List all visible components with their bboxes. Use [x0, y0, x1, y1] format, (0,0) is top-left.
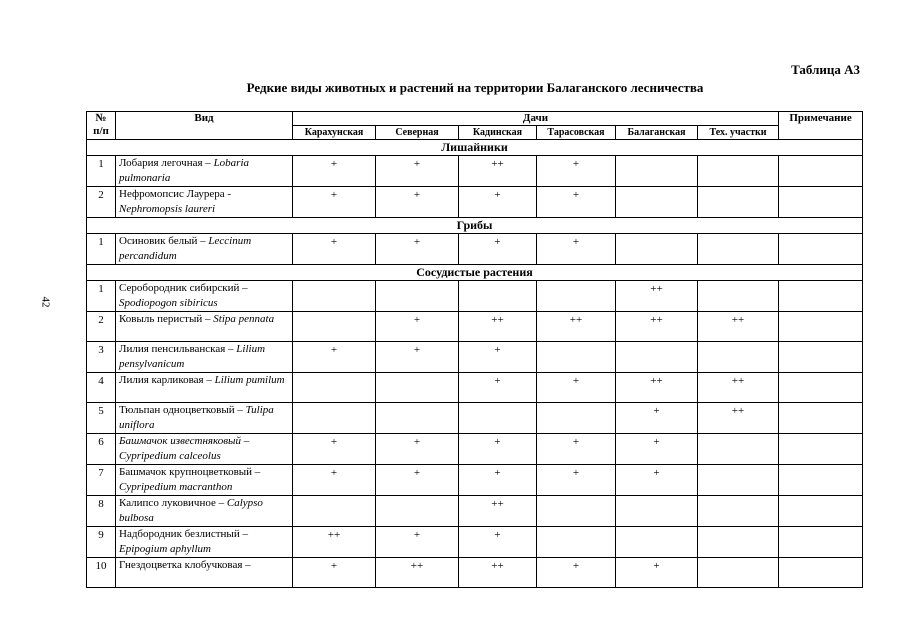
row-number: 4 [87, 373, 116, 403]
note-cell [779, 434, 863, 465]
presence-mark: + [376, 234, 459, 265]
row-number: 9 [87, 527, 116, 558]
species-name-ru: Осиновик белый – [119, 235, 209, 247]
presence-mark [537, 281, 616, 312]
presence-mark: ++ [616, 373, 698, 403]
presence-mark: ++ [698, 403, 779, 434]
presence-mark: + [293, 434, 376, 465]
presence-mark: + [376, 527, 459, 558]
presence-mark: + [376, 434, 459, 465]
presence-mark [616, 187, 698, 218]
note-cell [779, 373, 863, 403]
table-body [87, 140, 863, 588]
presence-mark: ++ [459, 496, 537, 527]
row-number: 2 [87, 187, 116, 218]
presence-mark [698, 156, 779, 187]
species-name-ru: Нефромопсис Лаурера - [119, 188, 232, 200]
presence-mark: + [537, 187, 616, 218]
presence-mark [459, 403, 537, 434]
presence-mark: ++ [616, 281, 698, 312]
presence-mark [616, 496, 698, 527]
species-name-latin: Calypso bulbosa [119, 497, 263, 524]
row-number: 5 [87, 403, 116, 434]
header-col-balaganskaya: Балаганская [616, 126, 698, 140]
presence-mark: + [293, 187, 376, 218]
table-row [87, 496, 863, 527]
note-cell [779, 465, 863, 496]
presence-mark: + [293, 558, 376, 588]
note-cell [779, 281, 863, 312]
note-cell [779, 403, 863, 434]
table-row [87, 312, 863, 342]
presence-mark: + [537, 234, 616, 265]
presence-mark [376, 281, 459, 312]
presence-mark [698, 342, 779, 373]
rare-species-table [86, 111, 863, 588]
species-name-ru: Башмачок крупноцветковый – [119, 466, 261, 478]
presence-mark: + [293, 342, 376, 373]
header-dachi: Дачи [293, 112, 779, 126]
presence-mark [698, 434, 779, 465]
species-name-latin: Cypripedium calceolus [119, 450, 221, 462]
row-number: 7 [87, 465, 116, 496]
presence-mark: + [293, 465, 376, 496]
presence-mark [698, 558, 779, 588]
species-name-latin: Lilium pumilum [214, 374, 285, 386]
presence-mark: + [616, 558, 698, 588]
row-number: 1 [87, 281, 116, 312]
species-name [116, 234, 293, 265]
table-row [87, 527, 863, 558]
species-name-latin: Stipa pennata [213, 313, 275, 325]
header-species: Вид [116, 112, 293, 140]
presence-mark: ++ [376, 558, 459, 588]
species-name [116, 312, 293, 342]
presence-mark: ++ [459, 558, 537, 588]
presence-mark [616, 156, 698, 187]
row-number: 10 [87, 558, 116, 588]
species-name-ru: Лобария легочная – [119, 157, 214, 169]
row-number: 6 [87, 434, 116, 465]
table-row [87, 434, 863, 465]
header-note: Примечание [779, 112, 863, 140]
note-cell [779, 312, 863, 342]
species-name [116, 434, 293, 465]
species-name-ru: Тюльпан одноцветковый – [119, 404, 246, 416]
species-name [116, 156, 293, 187]
header-col-tarasovskaya: Тарасовская [537, 126, 616, 140]
presence-mark [537, 403, 616, 434]
species-name-ru: Башмачок известняковый – [119, 435, 250, 447]
presence-mark: + [459, 342, 537, 373]
presence-mark: + [616, 403, 698, 434]
species-name-ru: Калипсо луковичное – [119, 497, 227, 509]
table-row [87, 373, 863, 403]
row-number: 8 [87, 496, 116, 527]
table-row [87, 281, 863, 312]
presence-mark: + [459, 234, 537, 265]
presence-mark: + [376, 187, 459, 218]
presence-mark: ++ [616, 312, 698, 342]
species-name-ru: Ковыль перистый – [119, 313, 214, 325]
presence-mark: + [459, 465, 537, 496]
row-number: 1 [87, 156, 116, 187]
species-name [116, 373, 293, 403]
presence-mark: + [376, 465, 459, 496]
document-title: Редкие виды животных и растений на территории Балаганского лесничества [246, 80, 704, 95]
species-name-latin: Nephromopsis laureri [119, 203, 216, 215]
species-name [116, 281, 293, 312]
species-name-ru: Серобородник сибирский – [119, 282, 248, 294]
species-name [116, 187, 293, 218]
table-row [87, 342, 863, 373]
presence-mark: + [459, 373, 537, 403]
note-cell [779, 496, 863, 527]
note-cell [779, 234, 863, 265]
presence-mark: + [459, 434, 537, 465]
species-name-latin: Cypripedium macranthon [119, 481, 233, 493]
presence-mark [698, 234, 779, 265]
presence-mark: + [616, 434, 698, 465]
note-cell [779, 527, 863, 558]
presence-mark: + [616, 465, 698, 496]
presence-mark: ++ [698, 312, 779, 342]
presence-mark [616, 527, 698, 558]
table-label: Таблица А3 [791, 62, 860, 77]
presence-mark: + [537, 156, 616, 187]
presence-mark [293, 312, 376, 342]
presence-mark [376, 373, 459, 403]
header-col-severnaya: Северная [376, 126, 459, 140]
presence-mark [616, 234, 698, 265]
presence-mark [293, 281, 376, 312]
page-number: 42 [39, 296, 52, 308]
species-name-latin: Epipogium aphyllum [119, 543, 211, 555]
presence-mark: ++ [537, 312, 616, 342]
table-row [87, 234, 863, 265]
presence-mark: + [459, 187, 537, 218]
species-name [116, 403, 293, 434]
presence-mark: ++ [698, 373, 779, 403]
species-name-ru: Гнездоцветка клобучковая – [119, 559, 251, 571]
presence-mark: + [537, 465, 616, 496]
presence-mark: + [293, 234, 376, 265]
species-name-latin: Lobaria pulmonaria [119, 157, 250, 184]
species-name-ru: Надбородник безлистный – [119, 528, 248, 540]
table-row [87, 187, 863, 218]
presence-mark [376, 403, 459, 434]
presence-mark: + [459, 527, 537, 558]
table-row [87, 558, 863, 588]
species-name-ru: Лилия карликовая – [119, 374, 215, 386]
presence-mark [698, 281, 779, 312]
presence-mark: + [376, 156, 459, 187]
presence-mark [376, 496, 459, 527]
presence-mark: + [537, 558, 616, 588]
species-name [116, 496, 293, 527]
table-row [87, 465, 863, 496]
species-name-latin: Leccinum percandidum [119, 235, 252, 262]
header-num: № п/п [87, 112, 116, 140]
row-number: 1 [87, 234, 116, 265]
row-number: 3 [87, 342, 116, 373]
presence-mark [537, 527, 616, 558]
presence-mark [698, 527, 779, 558]
note-cell [779, 187, 863, 218]
species-name-ru: Лилия пенсильванская – [119, 343, 237, 355]
section-header: Сосудистые растения [87, 265, 863, 281]
presence-mark: + [376, 312, 459, 342]
presence-mark [293, 373, 376, 403]
presence-mark [537, 496, 616, 527]
table-row [87, 156, 863, 187]
section-header: Грибы [87, 218, 863, 234]
species-name [116, 342, 293, 373]
presence-mark [293, 403, 376, 434]
presence-mark [616, 342, 698, 373]
species-name [116, 558, 293, 588]
species-name-latin: Spodiopogon sibiricus [119, 297, 218, 309]
presence-mark [537, 342, 616, 373]
note-cell [779, 342, 863, 373]
header-col-tech: Тех. участки [698, 126, 779, 140]
species-name [116, 527, 293, 558]
presence-mark: + [537, 373, 616, 403]
note-cell [779, 558, 863, 588]
presence-mark: ++ [459, 312, 537, 342]
row-number: 2 [87, 312, 116, 342]
table-row [87, 403, 863, 434]
presence-mark: ++ [293, 527, 376, 558]
presence-mark: + [537, 434, 616, 465]
presence-mark: + [293, 156, 376, 187]
presence-mark [293, 496, 376, 527]
section-header: Лишайники [87, 140, 863, 156]
note-cell [779, 156, 863, 187]
presence-mark: + [376, 342, 459, 373]
species-name-latin: Tulipa uniflora [119, 404, 274, 431]
header-col-kadinskaya: Кадинская [459, 126, 537, 140]
species-name [116, 465, 293, 496]
presence-mark [698, 465, 779, 496]
presence-mark: ++ [459, 156, 537, 187]
presence-mark [698, 496, 779, 527]
header-col-karakhunskaya: Карахунская [293, 126, 376, 140]
species-name-latin: Lilium pensylvanicum [119, 343, 266, 370]
presence-mark [698, 187, 779, 218]
presence-mark [459, 281, 537, 312]
